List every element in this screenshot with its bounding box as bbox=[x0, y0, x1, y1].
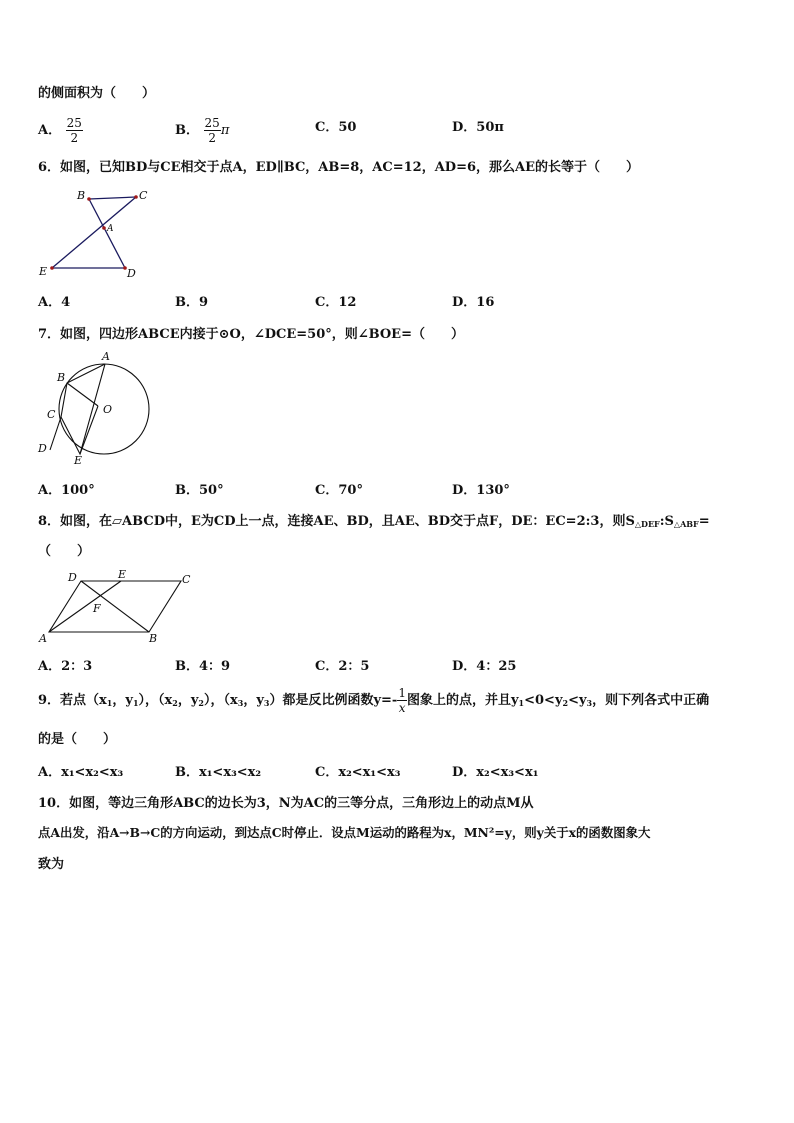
q10-question-text-line1: 10．如图，等边三角形ABC的边长为3，N为AC的三等分点，三角形边上的动点M从 bbox=[38, 796, 534, 811]
q6-option-c: C．12 bbox=[315, 295, 357, 310]
label-f: F bbox=[93, 602, 101, 615]
q7-option-d: D．130° bbox=[452, 483, 510, 498]
q8-subscript-abf: △ABF bbox=[673, 519, 699, 529]
point-e bbox=[50, 266, 54, 270]
q9-option-b: B．x₁<x₃<x₂ bbox=[175, 765, 262, 780]
q6-option-d: D．16 bbox=[452, 295, 495, 310]
segment-bc bbox=[89, 197, 136, 199]
label-c: C bbox=[47, 408, 56, 421]
q8-diagram bbox=[34, 566, 199, 646]
q9-text-part: ）都是反比例函数y=- bbox=[269, 693, 398, 708]
label-b: B bbox=[57, 371, 66, 384]
q6-diagram bbox=[36, 186, 146, 280]
q6-option-b: B．9 bbox=[175, 295, 209, 310]
label-o: O bbox=[103, 403, 113, 416]
point-c bbox=[134, 195, 138, 199]
q8-text-part: :S bbox=[659, 514, 674, 529]
q7-options bbox=[38, 479, 758, 499]
q8-option-c: C．2：5 bbox=[315, 659, 370, 674]
q5-tail-text: 的侧面积为（ ） bbox=[38, 86, 156, 101]
q7-diagram bbox=[34, 346, 159, 468]
q7-figure bbox=[34, 346, 159, 468]
fraction-numerator: 25 bbox=[66, 116, 82, 130]
label-d: D bbox=[38, 442, 47, 455]
label-a: A bbox=[39, 632, 47, 645]
q9-subscript: 3 bbox=[263, 698, 270, 708]
q9-text-part: 9．若点（x bbox=[38, 693, 107, 708]
q8-figure bbox=[34, 566, 199, 646]
q9-option-d: D．x₂<x₃<x₁ bbox=[452, 765, 539, 780]
q5-option-a-fraction bbox=[66, 116, 83, 145]
q7-question-text: 7．如图，四边形ABCE内接于⊙O，∠DCE=50°，则∠BOE=（ ） bbox=[38, 327, 464, 342]
q9-text-part: <0<y bbox=[524, 693, 563, 708]
q5-option-a-prefix: A． bbox=[38, 123, 62, 138]
q9-text-part: ，y bbox=[112, 693, 133, 708]
q8-question-text bbox=[38, 510, 710, 529]
q6-figure bbox=[36, 186, 146, 280]
q5-option-b-prefix: B． bbox=[175, 123, 199, 138]
q5-option-a bbox=[38, 116, 83, 145]
q9-options bbox=[38, 761, 758, 781]
q8-subscript-def: △DEF bbox=[634, 519, 660, 529]
q8-text-part: = bbox=[698, 514, 710, 529]
q9-subscript: 2 bbox=[198, 698, 204, 708]
q9-question-text bbox=[38, 686, 709, 715]
q9-subscript: 3 bbox=[586, 698, 593, 708]
q6-question-text: 6．如图，已知BD与CE相交于点A，ED∥BC，AB=8，AC=12，AD=6，那么AE的长等于（ ） bbox=[38, 160, 640, 175]
q9-text-part: ，y bbox=[177, 693, 199, 708]
label-d: D bbox=[127, 267, 136, 280]
label-a: A bbox=[107, 224, 114, 234]
q9-option-c: C．x₂<x₁<x₃ bbox=[315, 765, 401, 780]
q8-option-a: A．2：3 bbox=[38, 659, 93, 674]
q5-option-b bbox=[175, 116, 229, 145]
q5-option-d: D．50π bbox=[452, 120, 504, 135]
fraction-numerator: 1 bbox=[398, 686, 406, 700]
fraction-numerator: 25 bbox=[204, 116, 220, 130]
quadrilateral-abce bbox=[61, 364, 105, 454]
q9-subscript: 2 bbox=[562, 698, 569, 708]
label-d: D bbox=[68, 571, 77, 584]
point-a bbox=[102, 226, 106, 230]
q9-text-part: ），（x bbox=[204, 693, 238, 708]
label-e: E bbox=[74, 454, 83, 467]
q6-option-a: A．4 bbox=[38, 295, 71, 310]
q9-text-part: <y bbox=[568, 693, 587, 708]
q6-options bbox=[38, 291, 758, 311]
q7-option-b: B．50° bbox=[175, 483, 224, 498]
q10-question-text-line3: 致为 bbox=[38, 857, 65, 872]
q9-subscript: 1 bbox=[518, 698, 525, 708]
q9-text-part: ，则下列各式中正确 bbox=[592, 693, 710, 708]
q9-option-a: A．x₁<x₂<x₃ bbox=[38, 765, 124, 780]
label-b: B bbox=[77, 189, 86, 202]
segment-bd bbox=[81, 581, 149, 632]
q5-options bbox=[38, 116, 758, 145]
q8-answer-paren: （ ） bbox=[38, 544, 91, 559]
q5-option-b-pi: π bbox=[220, 123, 230, 138]
q9-subscript: 1 bbox=[132, 698, 139, 708]
label-c: C bbox=[139, 189, 148, 202]
q9-text-part: 图象上的点，并且y bbox=[406, 693, 519, 708]
q9-fraction bbox=[397, 686, 407, 715]
label-e: E bbox=[39, 265, 48, 278]
q9-subscript: 2 bbox=[172, 698, 178, 708]
segment-ae bbox=[49, 581, 121, 632]
label-e: E bbox=[118, 568, 127, 581]
q8-options bbox=[38, 655, 758, 675]
q8-text-part: 8．如图，在▱ABCD中，E为CD上一点，连接AE、BD，且AE、BD交于点F，DE：EC=2:3，则S bbox=[38, 514, 635, 529]
segment-bo bbox=[67, 383, 98, 406]
label-b: B bbox=[149, 632, 158, 645]
fraction-denominator: 2 bbox=[70, 131, 79, 145]
q5-option-c: C．50 bbox=[315, 120, 357, 135]
q9-question-text-line2: 的是（ ） bbox=[38, 732, 117, 747]
fraction-denominator: 2 bbox=[208, 131, 216, 145]
fraction-denominator: x bbox=[398, 701, 406, 715]
label-a: A bbox=[102, 350, 110, 363]
label-c: C bbox=[182, 573, 191, 586]
q7-option-c: C．70° bbox=[315, 483, 363, 498]
q10-question-text-line2: 点A出发，沿A→B→C的方向运动，到达点C时停止．设点M运动的路程为x，MN²=y，则y关于x的函数图象大 bbox=[38, 825, 651, 840]
q8-option-d: D．4：25 bbox=[452, 659, 517, 674]
q9-text-part: ，y bbox=[243, 693, 264, 708]
q9-subscript: 3 bbox=[237, 698, 244, 708]
segment-oe bbox=[80, 406, 98, 454]
segment-cd bbox=[50, 417, 61, 450]
q9-subscript: 1 bbox=[106, 698, 113, 708]
q5-option-b-fraction bbox=[204, 116, 221, 145]
q7-option-a: A．100° bbox=[38, 483, 95, 498]
q8-option-b: B．4：9 bbox=[175, 659, 231, 674]
q9-text-part: ），（x bbox=[138, 693, 173, 708]
point-b bbox=[87, 197, 91, 201]
